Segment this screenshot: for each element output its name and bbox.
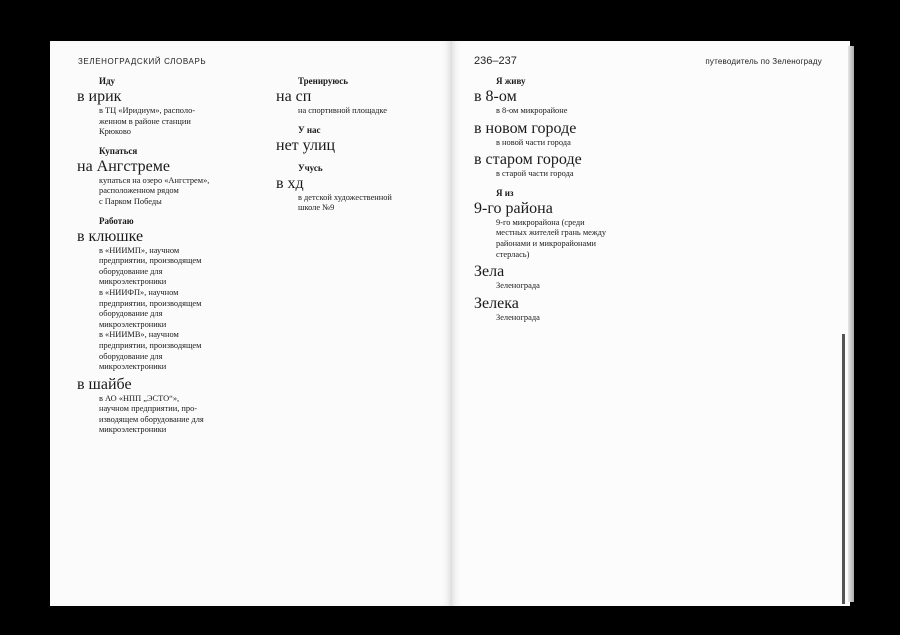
glossary-group bbox=[77, 146, 252, 208]
entry-definition: на спортивной площадке bbox=[298, 106, 387, 115]
entry-definition: Зеленограда bbox=[496, 312, 540, 322]
glossary-entry bbox=[474, 88, 664, 117]
entry-definition: в ТЦ «Иридиум», располо- женном в районе станции Крюково bbox=[99, 106, 196, 137]
glossary-entry bbox=[77, 158, 252, 208]
glossary-entry bbox=[474, 120, 664, 149]
entry-definition: в детской художественной школе №9 bbox=[298, 192, 392, 213]
entry-term: Зелека bbox=[474, 294, 519, 312]
entry-term: на Ангстреме bbox=[77, 157, 170, 175]
entry-definition: в АО «НПП „ЭСТО“», научном предприятии, про- изводящем оборудование для микроэлектроники bbox=[99, 393, 204, 435]
entry-term: в ирик bbox=[77, 88, 122, 105]
glossary-entry bbox=[474, 151, 664, 180]
column-1 bbox=[77, 76, 252, 444]
category-heading: Тренируюсь bbox=[298, 76, 349, 86]
category-heading: У нас bbox=[298, 124, 321, 135]
column-3 bbox=[474, 76, 664, 331]
glossary-group bbox=[77, 216, 252, 437]
entry-definition: Зеленограда bbox=[496, 281, 540, 291]
glossary-group bbox=[276, 163, 451, 214]
entry-term: в старом городе bbox=[474, 151, 582, 169]
glossary-group bbox=[276, 125, 451, 155]
entry-term: 9-го района bbox=[474, 199, 553, 217]
entry-term: в новом городе bbox=[474, 119, 577, 137]
entry-definition: в старой части города bbox=[496, 169, 574, 179]
glossary-entry bbox=[276, 88, 451, 117]
running-head-left: ЗЕЛЕНОГРАДСКИЙ СЛОВАРЬ bbox=[78, 57, 207, 66]
glossary-entry bbox=[474, 295, 664, 324]
entry-definition: 9-го микрорайона (среди местных жителей грань между районами и микрорайонами стерлась) bbox=[496, 217, 607, 259]
entry-term: в шайбе bbox=[77, 375, 132, 393]
page-edge bbox=[848, 46, 854, 602]
glossary-group bbox=[77, 76, 252, 138]
glossary-entry bbox=[77, 88, 252, 138]
entry-term: на сп bbox=[276, 88, 312, 105]
category-heading: Учусь bbox=[298, 162, 323, 173]
glossary-group bbox=[276, 76, 451, 117]
entry-term: нет улиц bbox=[276, 136, 336, 154]
glossary-group bbox=[474, 76, 664, 180]
running-head-right: путеводитель по Зеленограду bbox=[705, 57, 822, 66]
page-numbers: 236–237 bbox=[474, 55, 517, 67]
entry-definition: в новой части города bbox=[496, 137, 571, 147]
entry-definition: в «НИИМП», научном предприятии, производящем оборудование для микроэлектроники в «НИИФП», научном предприятии, производящем оборудование для микроэлектроники в «НИИМВ», научном предприятии, производящем оборудование для микроэлектроники bbox=[99, 245, 202, 372]
entry-definition: купаться на озеро «Ангстрем», расположенном рядом с Парком Победы bbox=[99, 175, 210, 206]
glossary-entry bbox=[474, 200, 664, 260]
category-heading: Я из bbox=[496, 187, 514, 198]
category-heading: Работаю bbox=[99, 215, 134, 226]
category-heading: Я живу bbox=[496, 76, 526, 86]
glossary-group bbox=[474, 188, 664, 324]
page-edge-mark bbox=[842, 334, 845, 604]
glossary-entry bbox=[474, 263, 664, 292]
glossary-entry bbox=[77, 376, 252, 436]
glossary-entry bbox=[276, 175, 451, 214]
entry-term: Зела bbox=[474, 263, 505, 281]
category-heading: Иду bbox=[99, 76, 116, 86]
glossary-entry bbox=[77, 228, 252, 373]
entry-definition: в 8-ом микрорайоне bbox=[496, 106, 568, 115]
column-2 bbox=[276, 76, 451, 222]
category-heading: Купаться bbox=[99, 145, 138, 156]
entry-term: в клюшке bbox=[77, 227, 144, 245]
entry-term: в 8-ом bbox=[474, 88, 517, 105]
entry-term: в хд bbox=[276, 174, 304, 192]
glossary-entry bbox=[276, 137, 451, 155]
